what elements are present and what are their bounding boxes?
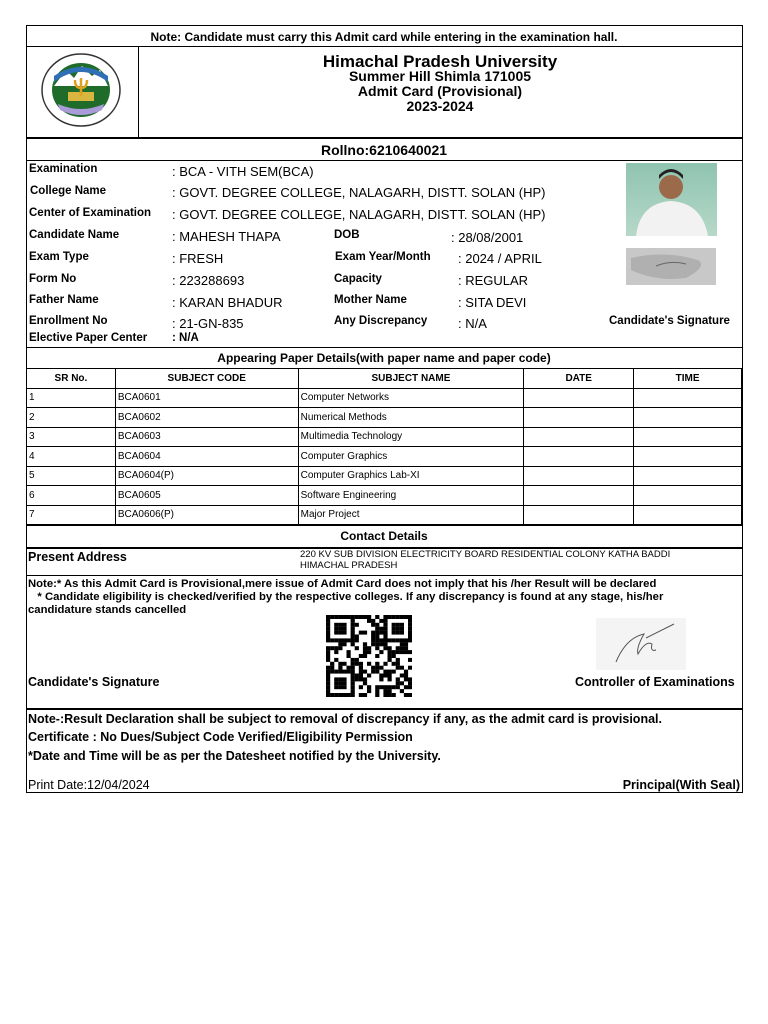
- candidate-signature-footer: Candidate's Signature: [28, 675, 160, 689]
- column-header: SUBJECT NAME: [298, 369, 524, 389]
- note-line: * Candidate eligibility is checked/verified by the respective colleges. If any discrepancy is found at any stage, his/her: [28, 591, 664, 603]
- table-cell: Computer Graphics Lab-XI: [298, 466, 524, 486]
- table-cell: 5: [27, 466, 116, 486]
- elective-value: : N/A: [172, 332, 199, 344]
- table-cell: [634, 505, 742, 525]
- university-address: Summer Hill Shimla 171005: [348, 68, 532, 84]
- father-value: : KARAN BHADUR: [172, 295, 283, 310]
- table-cell: [524, 466, 634, 486]
- form-no-label: Form No: [29, 273, 77, 285]
- table-cell: [634, 447, 742, 467]
- table-cell: [524, 427, 634, 447]
- result-note: Note-:Result Declaration shall be subject to removal of discrepancy if any, as the admit card is provisional.: [28, 712, 662, 726]
- table-header-row: [27, 369, 742, 389]
- address-label: Present Address: [28, 550, 127, 564]
- divider: [26, 708, 742, 710]
- top-note: Note: Candidate must carry this Admit card while entering in the examination hall.: [150, 30, 618, 44]
- mother-value: : SITA DEVI: [458, 295, 527, 310]
- divider: [26, 347, 742, 348]
- table-cell: 7: [27, 505, 116, 525]
- papers-heading: Appearing Paper Details(with paper name and paper code): [217, 351, 551, 365]
- table-cell: 2: [27, 408, 116, 428]
- table-cell: BCA0606(P): [115, 505, 298, 525]
- controller-label: Controller of Examinations: [575, 675, 735, 689]
- table-cell: BCA0602: [115, 408, 298, 428]
- table-row: [27, 447, 742, 467]
- table-cell: Computer Graphics: [298, 447, 524, 467]
- discrepancy-label: Any Discrepancy: [334, 315, 428, 327]
- table-cell: Numerical Methods: [298, 408, 524, 428]
- table-cell: [524, 447, 634, 467]
- mother-label: Mother Name: [334, 294, 407, 306]
- contact-heading: Contact Details: [340, 529, 428, 543]
- candidate-photo: [626, 163, 717, 236]
- table-cell: 6: [27, 486, 116, 506]
- examination-value: : BCA - VITH SEM(BCA): [172, 164, 314, 179]
- university-name: Himachal Pradesh University: [322, 52, 558, 71]
- table-row: [27, 388, 742, 408]
- qr-code: [326, 615, 412, 702]
- table-cell: 3: [27, 427, 116, 447]
- session: 2023-2024: [406, 98, 474, 114]
- examination-label: Examination: [29, 163, 98, 175]
- center-value: : GOVT. DEGREE COLLEGE, NALAGARH, DISTT. SOLAN (HP): [172, 207, 546, 222]
- table-cell: [524, 505, 634, 525]
- table-cell: BCA0604: [115, 447, 298, 467]
- candidate-name-value: : MAHESH THAPA: [172, 229, 281, 244]
- table-cell: BCA0601: [115, 388, 298, 408]
- table-cell: BCA0605: [115, 486, 298, 506]
- certificate-text: Certificate : No Dues/Subject Code Verified/Eligibility Permission: [28, 730, 413, 744]
- provisional-note: [28, 578, 663, 617]
- table-row: [27, 505, 742, 525]
- exam-type-value: : FRESH: [172, 251, 224, 266]
- candidate-signature-label: Candidate's Signature: [609, 315, 730, 327]
- form-no-value: : 223288693: [172, 273, 245, 288]
- dob-value: : 28/08/2001: [451, 230, 524, 245]
- table-cell: [634, 466, 742, 486]
- college-label: College Name: [30, 185, 107, 197]
- address-line-2: HIMACHAL PRADESH: [300, 560, 398, 571]
- note-line: Note:* As this Admit Card is Provisional,mere issue of Admit Card does not imply that his /her Result will be declared: [28, 578, 657, 590]
- table-cell: [634, 486, 742, 506]
- father-label: Father Name: [29, 294, 99, 306]
- university-logo: [40, 52, 122, 133]
- exam-type-label: Exam Type: [29, 251, 89, 263]
- table-row: [27, 466, 742, 486]
- card-title: Admit Card (Provisional): [357, 83, 523, 99]
- column-header: TIME: [634, 369, 742, 389]
- column-header: SR No.: [27, 369, 116, 389]
- divider: [26, 525, 742, 526]
- datesheet-note: *Date and Time will be as per the Datesheet notified by the University.: [28, 749, 441, 763]
- enrollment-value: : 21-GN-835: [172, 316, 244, 331]
- table-row: [27, 408, 742, 428]
- elective-label: Elective Paper Center: [29, 332, 148, 344]
- table-cell: Computer Networks: [298, 388, 524, 408]
- table-cell: Multimedia Technology: [298, 427, 524, 447]
- exam-year-value: : 2024 / APRIL: [458, 251, 542, 266]
- table-cell: [524, 408, 634, 428]
- address-line-1: 220 KV SUB DIVISION ELECTRICITY BOARD RESIDENTIAL COLONY KATHA BADDI: [300, 549, 671, 560]
- principal-label: Principal(With Seal): [622, 778, 740, 792]
- dob-label: DOB: [334, 229, 360, 241]
- address-value: [300, 549, 670, 571]
- print-date: Print Date:12/04/2024: [28, 778, 150, 792]
- column-header: DATE: [524, 369, 634, 389]
- table-row: [27, 427, 742, 447]
- capacity-label: Capacity: [334, 273, 382, 285]
- capacity-value: : REGULAR: [458, 273, 529, 288]
- table-cell: [634, 388, 742, 408]
- table-cell: 1: [27, 388, 116, 408]
- table-cell: Major Project: [298, 505, 524, 525]
- table-cell: [524, 388, 634, 408]
- column-header: SUBJECT CODE: [115, 369, 298, 389]
- table-cell: [634, 408, 742, 428]
- controller-signature-image: [596, 618, 686, 670]
- candidate-signature-image: [626, 248, 716, 285]
- table-cell: 4: [27, 447, 116, 467]
- college-value: : GOVT. DEGREE COLLEGE, NALAGARH, DISTT. SOLAN (HP): [172, 185, 546, 200]
- center-label: Center of Examination: [29, 207, 152, 219]
- table-row: [27, 486, 742, 506]
- table-cell: [634, 427, 742, 447]
- candidate-name-label: Candidate Name: [29, 229, 120, 241]
- roll-number: Rollno:6210640021: [320, 142, 448, 158]
- table-cell: [524, 486, 634, 506]
- divider: [26, 575, 742, 576]
- exam-year-label: Exam Year/Month: [335, 251, 431, 263]
- divider: [26, 160, 742, 161]
- papers-table: [26, 368, 742, 525]
- table-cell: BCA0603: [115, 427, 298, 447]
- table-cell: BCA0604(P): [115, 466, 298, 486]
- note-line: candidature stands cancelled: [28, 604, 187, 616]
- divider: [26, 46, 742, 47]
- divider: [26, 137, 742, 139]
- table-cell: Software Engineering: [298, 486, 524, 506]
- enrollment-label: Enrollment No: [29, 315, 108, 327]
- discrepancy-value: : N/A: [458, 316, 487, 331]
